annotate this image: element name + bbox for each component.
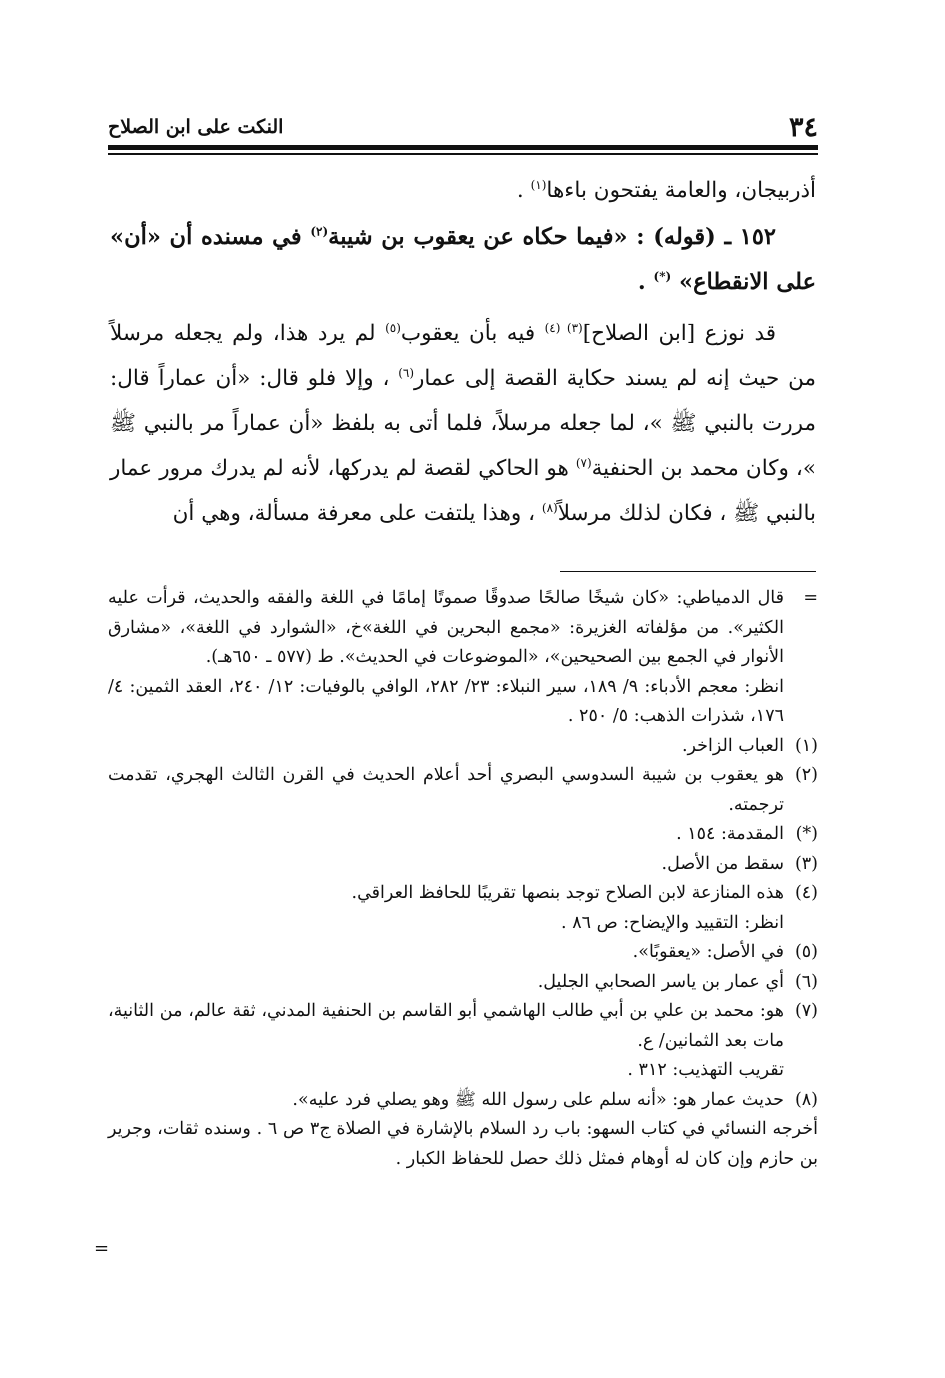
footnote-ref-8: (٨)	[541, 500, 558, 515]
footnote-ref-6: (٦)	[398, 365, 415, 380]
footnote-continued: = قال الدمياطي: «كان شيخًا صالحًا صدوقًا صموتًا إمامًا في اللغة والفقه والحديث، قرأت عليه الكثير». من مؤلفاته الغزيرة: «مجمع البحرين في اللغة»خ، «الشوارد في اللغة»، «مشارق الأنوار في الجمع بين الصحيحين»، «الموضوعات في الحديث». ط (٥٧٧ ـ ٦٥٠هـ).	[108, 584, 818, 673]
footnote-item: (٢) هو يعقوب بن شيبة السدوسي البصري أحد أعلام الحديث في القرن الثالث الهجري، تقدمت ترجمته.	[108, 765, 818, 815]
footnotes	[108, 584, 818, 1174]
footnote-ref-7: (٧)	[575, 455, 592, 470]
footnote-item: (٣) سقط من الأصل.	[661, 853, 818, 874]
footnote-item: (٤) هذه المنازعة لابن الصلاح توجد بنصها تقريبًا للحافظ العراقي.	[351, 883, 818, 903]
section-heading: ١٥٢ ـ (قوله) : «فيما حكاه عن يعقوب بن شيبة$^{(٢)}$ في مسنده أن «أن» على الانقطاع» (*) .	[110, 224, 816, 295]
footnote-ref-star: (*)	[653, 269, 672, 284]
footnote-item: (٧) هو: محمد بن علي بن أبي طالب الهاشمي أبو القاسم بن الحنفية المدني، ثقة عالم، من الثانية، مات بعد الثمانين/ ع.	[108, 1001, 818, 1051]
footnote-item: (٨) حديث عمار هو: «أنه سلم على رسول الله ﷺ وهو يصلي فرد عليه».	[292, 1089, 818, 1110]
footnote-item: (٦) أي عمار بن ياسر الصحابي الجليل.	[537, 971, 818, 992]
body-paragraph: قد نوزع [ابن الصلاح]$^{(٣)}$ $^{(٤)}$ فيه بأن يعقوب$^{(٥)}$ لم يرد هذا، ولم يجعله مرسلاً من حيث إنه لم يسند حكاية القصة إلى عمار$^{(٦)}$ ، وإلا فلو قال: «أن عماراً قال: مررت بالنبي ﷺ »، لما جعله مرسلاً، فلما أتى به بلفظ «أن عماراً مر بالنبي ﷺ »، وكان محمد بن الحنفية$^{(٧)}$ هو الحاكي لقصة لم يدركها، لأنه لم يدرك مرور عمار بالنبي ﷺ ، فكان لذلك مرسلاً$^{(٨)}$ ، وهذا يلتفت على معرفة مسألة، وهي أن	[110, 320, 816, 526]
footnote-ref-5: (٥)	[385, 320, 401, 335]
page-number: ٣٤	[788, 112, 818, 143]
footnote-item: (٥) في الأصل: «يعقوبًا».	[632, 942, 818, 962]
footnote-ref-1: (١)	[530, 177, 547, 192]
footnote-item: تقريب التهذيب: ٣١٢ .	[627, 1060, 784, 1080]
footnote-ref-4: (٤)	[544, 320, 567, 335]
footnote-separator	[560, 571, 816, 572]
intro-line: أذربيجان، والعامة يفتحون باءها$^{(١)}$ .	[516, 177, 816, 203]
main-text	[110, 168, 816, 536]
continuation-marker: =	[803, 588, 818, 608]
footnote-item: انظر: التقييد والإيضاح: ص ٨٦ .	[561, 912, 784, 933]
running-title: النكت على ابن الصلاح	[108, 116, 284, 138]
footnote-last-paragraph: أخرجه النسائي في كتاب السهو: باب رد السلام بالإشارة في الصلاة ج٣ ص ٦ . وسنده ثقات، وجرير بن حازم وإن كان له أوهام فمثل ذلك حصل للحفاظ الكبار .	[108, 1119, 818, 1169]
footnote-item: (*) المقدمة: ١٥٤ .	[676, 824, 818, 844]
footnote-ref-3: (٣)	[566, 320, 583, 335]
header-rule-thick	[108, 145, 818, 150]
page-header	[108, 112, 818, 142]
footnote-item: (١) العباب الزاخر.	[681, 735, 818, 756]
continuation-marker-end: =	[94, 1238, 110, 1259]
header-rule-thin	[108, 153, 818, 155]
footnote-continued-refs: انظر: معجم الأدباء: ٩/ ١٨٩، سير النبلاء: ٢٣/ ٢٨٢، الوافي بالوفيات: ١٢/ ٢٤٠، العقد الثمين: ٤/ ١٧٦، شذرات الذهب: ٥/ ٢٥٠ .	[108, 676, 785, 726]
footnote-ref-2: (٢)	[310, 224, 329, 239]
